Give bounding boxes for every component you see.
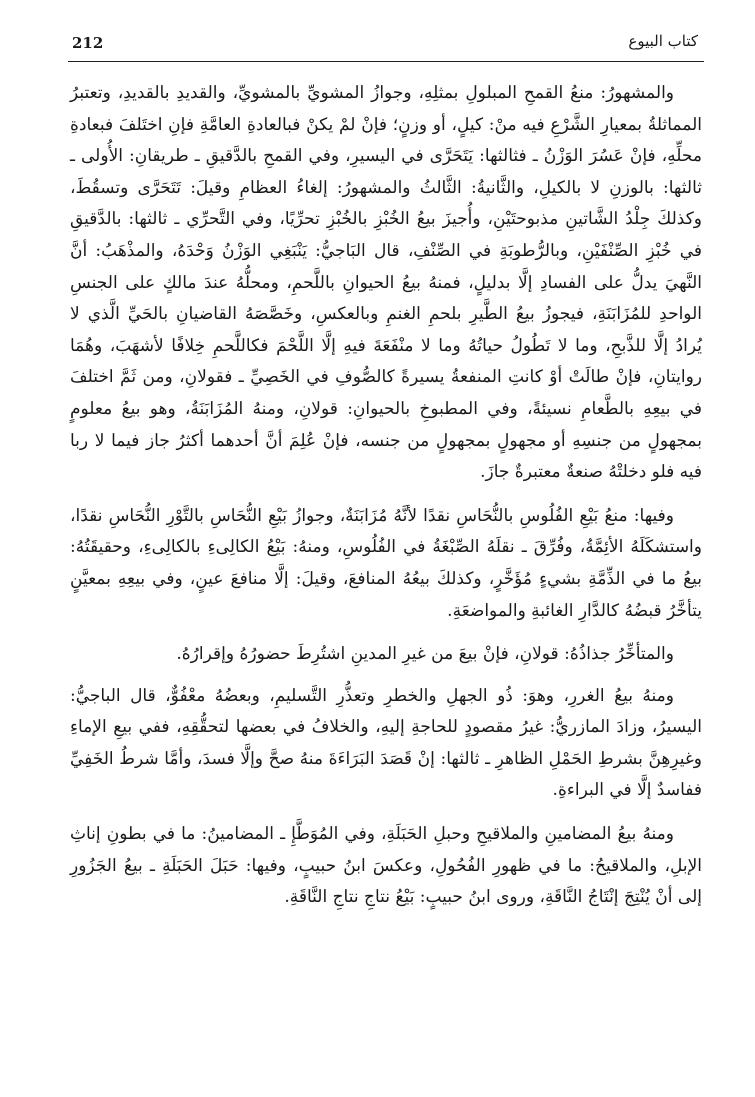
header-divider: [68, 61, 704, 62]
paragraph-3: والمتأخِّرُ جذاذُهُ: قولانِ، فإنْ بيعَ من غيرِ المدينِ اشتُرِطَ حضورُهُ وإقرارُهُ.: [176, 644, 674, 665]
paragraph-2: وفيها: منعُ بَيْعِ الفُلُوسِ بالنُّحَاسِ نقدًا لأنَّهُ مُزَابَنَةٌ، وجوازُ بَيْعِ النُّحَاسِ بالتَّوْرِ النُّحَاسِ نقدًا، واستشكَلَهُ الأئِمَّةُ، وفُرِّقَ ـ نقلَهُ الصِّبْغَةُ في الفُلُوسِ، ومنهُ: بَيْعُ الكالِىءِ بالكالِىءِ، وحقيقَتُهُ: بيعُ ما في الذِّمَّةِ بشيءٍ مُؤَخَّرٍ، وكذلكَ بيعُهُ المنافعَ، وقيلَ: إلَّا منافعَ عينٍ، وفي بيعِهِ بمعيَّنٍ يتأخَّرُ قبضُهُ كالدَّارِ الغائبةِ والمواضعَةِ.: [70, 505, 702, 621]
page-header: [68, 32, 702, 62]
running-title: كتاب البيوع: [628, 32, 698, 50]
paragraph-4: ومنهُ بيعُ الغررِ، وهوَ: ذُو الجهلِ والخطرِ وتعذُّرِ التَّسليمِ، وبعضُهُ معْفُوٌّ، قال الباجيُّ: اليسيرُ، وزادَ المازريُّ: غيرُ مقصودٍ للحاجةِ إليهِ، والخلافُ في بعضها لتحقُّقِهِ، ففي بيعِ الإماءِ وغيرِهِنَّ بشرطِ الحَمْلِ الظاهرِ ـ ثالثها: إنْ قَصَدَ البَرَاءَةَ منهُ صحَّ وإلَّا فسدَ، وأمَّا شرطُ الخَفِيِّ ففاسدٌ إلَّا في البراءةِ.: [70, 685, 702, 801]
paragraph-1: والمشهورُ: منعُ القمحِ المبلولِ بمثلِهِ، وجوازُ المشويِّ بالمشويِّ، والقديدِ بالقديدِ، وتعتبرُ المماثلةُ بمعيارِ الشَّرْعِ فيه منْ: كيلٍ، أو وزنٍ؛ فإنْ لمْ يكنْ فبالعادةِ العامَّةِ فإنِ اختَلفَ فبعادةِ محلِّهِ، فإنْ عَسُرَ الوَزْنُ ـ فثالثها: يَتَحَرَّى في اليسيرِ، وفي القمحِ بالدَّقيقِ ـ طريقانِ: الأُولى ـ ثالثها: بالوزنِ لا بالكيلِ، والثَّانيةُ: الثَّالثُ والمشهورُ: إلغاءُ العظامِ وقيلَ: تَتَحَرَّى وتسقُطَ، وكذلكَ جِلْدُ الشَّاتينِ مذبوحتَيْنِ، وأُجيزَ بيعُ الخُبْزِ بالخُبْزِ تحرِّيًا، وفي التَّحرِّي ـ ثالثها: بالدَّقيقِ في خُبْزِ الصِّنْفَيْنِ، وبالرُّطوبَةِ في الصِّنْفِ، قال البَاجيُّ: يَنْبَغِي الوَزْنُ وَحْدَهُ، والمذْهَبُ: أنَّ النَّهيَ يدلُّ على الفسادِ إلَّا بدليلٍ، فمنهُ بيعُ الحيوانِ باللَّحمِ، ومحلُّهُ عندَ مالكٍ على الجنسِ الواحدِ للمُزَابَنَةِ، فيجوزُ بيعُ الطَّيرِ بلحمِ الغنمِ وبالعكسِ، وخَصَّصَهُ القاضيانِ بالحَيِّ الَّذي لا يُرادُ إلَّا للذَّبحِ، وما لا تَطُولُ حياتُهُ وما لا منْفَعَةَ فيهِ إلَّا اللَّحْمَ فكاللَّحمِ خِلافًا لأشهَبَ، وهُمَا روايتانِ، فإنْ طالَتْ أوْ كانتِ المنفعةُ يسيرةً كالصُّوفِ في الخَصِيِّ ـ فقولانِ، ومن ثَمَّ اختلفَ في بيعِهِ بالطَّعامِ نسيئةً، وفي المطبوخِ بالحيوانِ: قولانِ، ومنهُ المُزَابَنَةُ، وهو بيعُ معلومٍ بمجهولٍ من جنسِهِ أو مجهولٍ بمجهولٍ من جنسه، فإنْ عُلِمَ أنَّ أحدهما أكثرُ جاز فيما لا ربا فيه فلو دخلتْهُ صنعةٌ معتبرةٌ جازَ.: [70, 83, 702, 483]
page-body: [70, 78, 702, 926]
paragraph-5: ومنهُ بيعُ المضامينِ والملاقيحِ وحبلِ الحَبَلَةِ، وفي المُوَطَّإِ ـ المضامينُ: ما في بطونِ إناثِ الإبلِ، والملاقيحُ: ما في ظهورِ الفُحُولِ، وعكسَ ابنُ حبيبٍ، وفيها: حَبَلَ الحَبَلَةِ ـ بيعُ الجَزُورِ إلى أنْ يُنْتِجَ إنْتَاجُ النَّاقَةِ، وروى ابنُ حبيبٍ: بَيْعُ نتاجِ نتاجِ النَّاقَةِ.: [70, 824, 702, 908]
page-number: 212: [72, 34, 104, 52]
